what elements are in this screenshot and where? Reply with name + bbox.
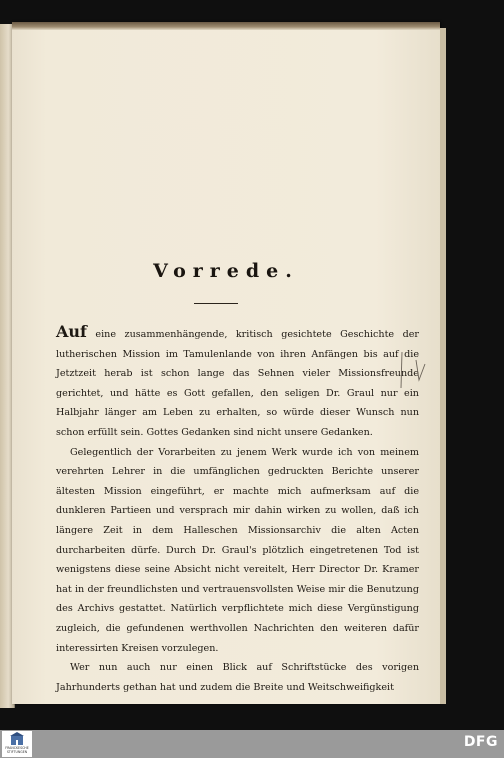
dfg-logo: DFG (463, 734, 498, 750)
body-text (56, 322, 419, 697)
footer-bar (0, 730, 504, 758)
building-icon (2, 731, 32, 747)
paragraph-2: Gelegentlich der Vorarbeiten zu jenem Werk wurde ich von meinem verehrten Lehrer in die umfänglichen gedruckten Berichte unserer ältesten Mission eingeführt, er machte mich aufmerksam auf die dunkleren Partieen und versprach mir dahin wirken zu wollen, daß ich längere Zeit in dem Halleschen Missionsarchiv die alten Acten durcharbeiten dürfe. Durch Dr. Graul's plötzlich eingetretenen Tod ist wenigstens diese seine Absicht nicht vereitelt, Herr Director Dr. Kramer hat in der freundlichsten und vertrauensvollsten Weise mir die Benutzung des Archivs gestattet. Natürlich verpflichtete mich diese Vergünstigung zugleich, die gefundenen werthvollen Nachrichten den weiteren dafür interessirten Kreisen vorzulegen. (56, 446, 419, 654)
page-top-edge (12, 22, 440, 30)
page-right-edge (440, 28, 446, 704)
paragraph-1 (56, 322, 419, 443)
page-heading: Vorrede. (153, 260, 299, 282)
institution-logo (2, 731, 32, 757)
pencil-mark-icon (398, 350, 428, 392)
heading-rule (194, 303, 238, 304)
logo-text: FRANCKESCHE STIFTUNGEN (5, 746, 29, 754)
paragraph-3: Wer nun auch nur einen Blick auf Schriftstücke des vorigen Jahrhunderts gethan hat und zudem die Breite und Weitschweifigkeit (56, 662, 419, 693)
book-page (12, 22, 440, 704)
paragraph-1-text: eine zusammenhängende, kritisch gesichtete Geschichte der lutherischen Mission im Tamulenlande von ihren Anfängen bis auf die Jetztzeit herab ist schon lange das Sehnen vieler Missionsfreunde gerichtet, und hätte es Gott gefallen, den seligen Dr. Graul nur ein Halbjahr länger am Leben zu erhalten, so würde dieser Wunsch nun schon erfüllt sein. Gottes Gedanken sind nicht unsere Gedanken. (56, 329, 419, 438)
paragraph-1-drop-word: Auf (56, 322, 87, 341)
